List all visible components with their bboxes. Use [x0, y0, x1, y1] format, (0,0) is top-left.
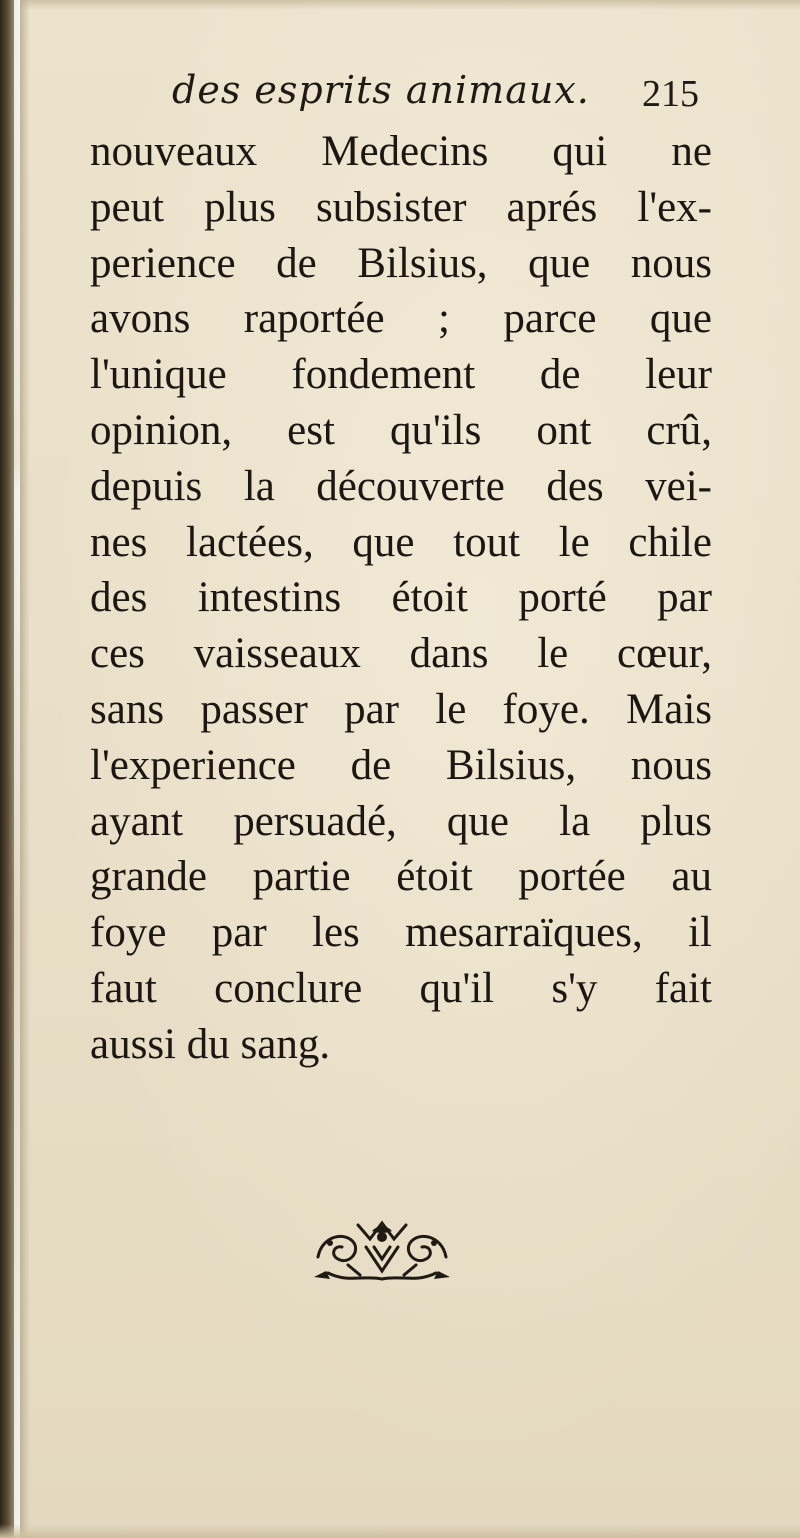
body-text: [90, 124, 712, 1073]
text-line: perience de Bilsius, que nous: [90, 239, 712, 287]
text-line: l'unique fondement de leur: [90, 351, 712, 399]
text-line: ayant persuadé, que la plus: [90, 797, 712, 845]
text-line: des intestins étoit porté par: [90, 574, 712, 622]
gutter-paper-edge: [14, 0, 20, 1538]
text-line: sans passer par le foye. Mais: [90, 685, 712, 733]
page-bottom-edge: [0, 1524, 800, 1538]
text-line: ces vaisseaux dans le cœur,: [90, 630, 712, 678]
page-top-edge: [0, 0, 800, 10]
text-line: foye par les mesarraïques, il: [90, 909, 712, 957]
text-line: avons raportée ; parce que: [90, 295, 712, 343]
text-line: grande partie étoit portée au: [90, 853, 712, 901]
text-line: faut conclure qu'il s'y fait: [90, 964, 712, 1012]
text-line: nes lactées, que tout le chile: [90, 518, 712, 566]
text-line: depuis la découverte des vei-: [90, 462, 712, 510]
text-line: peut plus subsister aprés l'ex-: [90, 183, 712, 231]
page-number: 215: [642, 73, 699, 115]
printer-ornament-icon: [308, 1213, 456, 1289]
text-line: l'experience de Bilsius, nous: [90, 741, 712, 789]
running-title: des esprits animaux.: [172, 68, 590, 112]
running-head: [0, 68, 800, 118]
text-line: opinion, est qu'ils ont crû,: [90, 406, 712, 454]
text-line: nouveaux Medecins qui ne: [90, 128, 712, 175]
text-line: aussi du sang.: [90, 1020, 331, 1068]
